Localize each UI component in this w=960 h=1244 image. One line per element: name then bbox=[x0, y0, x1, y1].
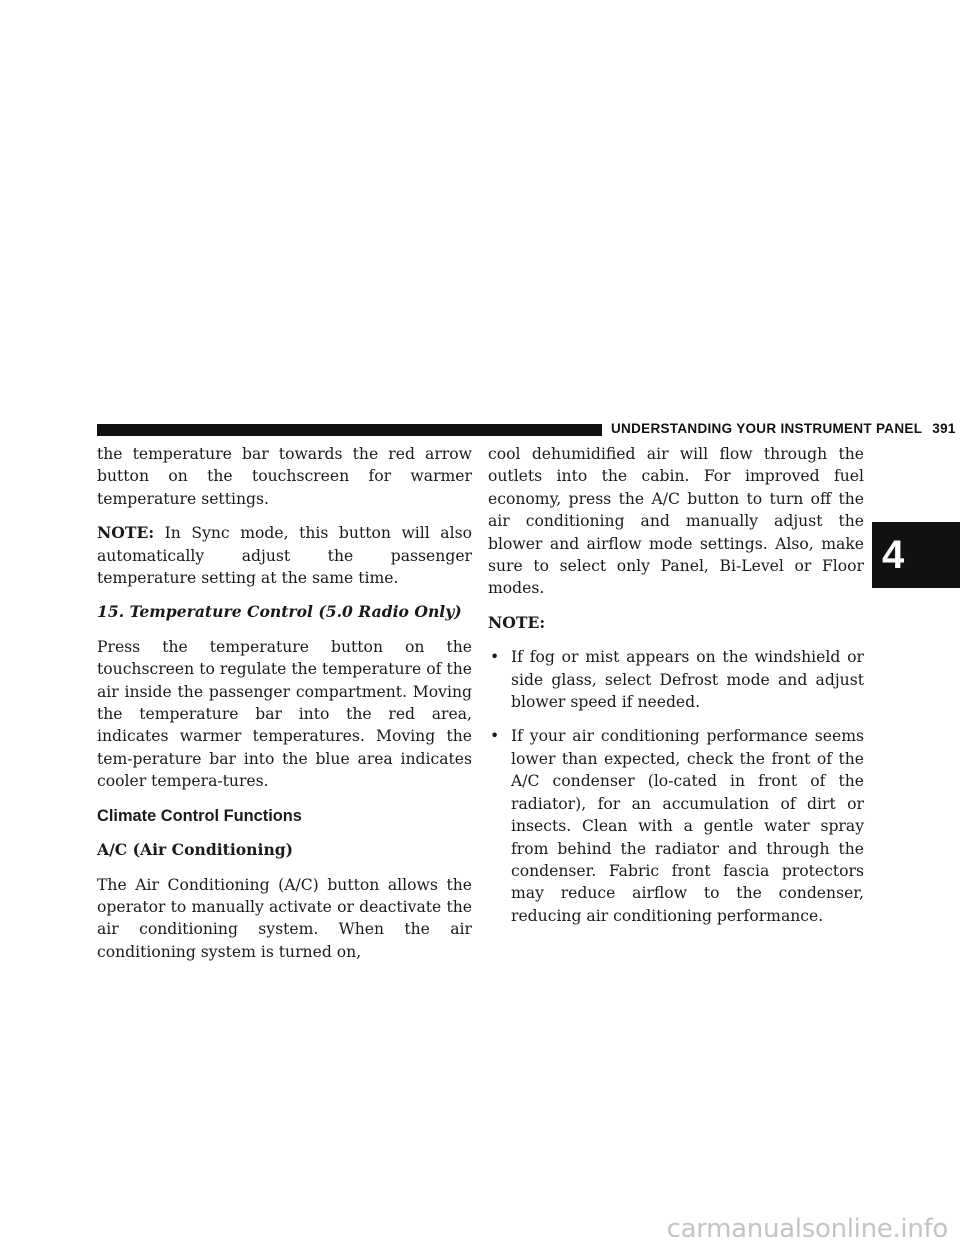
subheading-ac: A/C (Air Conditioning) bbox=[97, 840, 294, 860]
left-column bbox=[97, 443, 472, 975]
subheading-temperature-control: 15. Temperature Control (5.0 Radio Only) bbox=[97, 602, 462, 622]
list-item bbox=[488, 646, 864, 713]
note-label: NOTE: bbox=[488, 612, 546, 632]
paragraph: The Air Conditioning (A/C) button allows the operator to manually activate or deactivate the air conditioning system. When the air conditioning system is turned on, bbox=[97, 875, 472, 961]
running-header bbox=[611, 421, 956, 436]
watermark: carmanualsonline.info bbox=[666, 1214, 948, 1244]
list-item-text: If fog or mist appears on the windshield or side glass, select Defrost mode and adjust blower speed if needed. bbox=[511, 648, 864, 712]
right-column bbox=[488, 443, 864, 939]
note-label: NOTE: bbox=[97, 523, 155, 543]
header-rule bbox=[97, 424, 602, 436]
list-item-text: If your air conditioning performance seems lower than expected, check the front of the A/C condenser (lo-cated in front of the radiator), for an accumulation of dirt or insects. Clean with a gentle water spray from behind the radiator and through the condenser. Fabric front fascia protectors may reduce airflow to the condenser, reducing air conditioning performance. bbox=[511, 727, 864, 925]
bullet-icon: • bbox=[490, 648, 500, 667]
note-paragraph bbox=[97, 522, 472, 589]
page-number: 391 bbox=[932, 421, 956, 436]
bullet-icon: • bbox=[490, 727, 500, 746]
header-section-title: UNDERSTANDING YOUR INSTRUMENT PANEL bbox=[611, 421, 923, 436]
paragraph: Press the temperature button on the touchscreen to regulate the temperature of the air inside the passenger compartment. Moving the temperature bar into the red area, indicates warmer temperatures. Moving the tem-perature bar into the blue area indicates cooler tempera-tures. bbox=[97, 637, 472, 791]
note-text: In Sync mode, this button will also automatically adjust the passenger temperature setting at the same time. bbox=[97, 524, 472, 588]
section-heading: Climate Control Functions bbox=[97, 806, 302, 825]
paragraph: the temperature bar towards the red arrow button on the touchscreen for warmer temperature settings. bbox=[97, 445, 472, 508]
chapter-tab: 4 bbox=[872, 522, 960, 588]
paragraph: cool dehumidified air will flow through the outlets into the cabin. For improved fuel economy, press the A/C button to turn off the air conditioning and manually adjust the blower and airflow mode settings. Also, make sure to select only Panel, Bi-Level or Floor modes. bbox=[488, 445, 864, 598]
list-item bbox=[488, 725, 864, 927]
note-bullet-list bbox=[488, 646, 864, 927]
